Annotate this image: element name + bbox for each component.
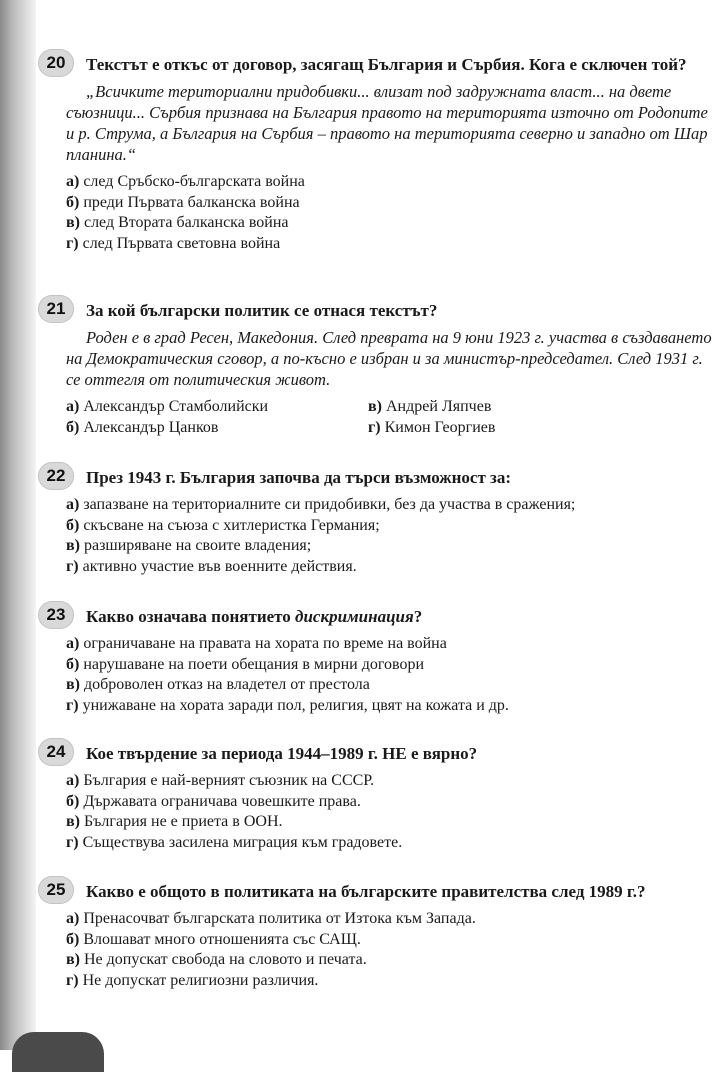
option-v[interactable]: [368, 397, 668, 418]
source-quote: „Всичките териториални придобивки... влизат под задружната власт... на двете съюзници... Сърбия признава на България правото на територията източно от Родопите и р. Струма, а България на Сърбия – правото на територията северно и западно от Шар планина.“: [66, 82, 708, 164]
option-letter: г): [66, 696, 79, 714]
option-text: нарушаване на поети обещания в мирни договори: [83, 655, 425, 673]
question-text: Текстът е откъс от договор, засягащ България и Сърбия. Кога е сключен той?: [86, 55, 687, 74]
option-text: Пренасочват българската политика от Изтока към Запада.: [83, 910, 476, 927]
question-text: Какво е общото в политиката на българските правителства след 1989 г.?: [86, 882, 646, 901]
question-number-badge: 22: [38, 462, 74, 490]
question-heading: [38, 54, 718, 75]
option-text: Не допускат религиозни различия.: [82, 971, 319, 989]
option-b[interactable]: [66, 418, 368, 439]
option-v[interactable]: [66, 675, 718, 696]
option-text: Александър Стамболийски: [83, 398, 269, 415]
option-text: Кимон Георгиев: [384, 418, 496, 436]
option-text: запазване на териториалните си придобивки, без да участва в сражения;: [83, 496, 576, 513]
option-letter: б): [66, 516, 80, 534]
option-a[interactable]: [66, 172, 718, 193]
option-letter: б): [66, 193, 80, 211]
option-a[interactable]: [66, 634, 718, 655]
option-letter: а): [66, 910, 80, 927]
answer-options: [38, 397, 718, 438]
question-25: [38, 881, 718, 991]
option-letter: в): [66, 214, 80, 231]
option-letter: г): [66, 234, 79, 252]
option-letter: в): [66, 676, 80, 693]
option-b[interactable]: [66, 792, 718, 813]
question-number-badge: 25: [38, 876, 74, 904]
option-letter: а): [66, 173, 80, 190]
option-text: активно участие във военните действия.: [82, 557, 357, 575]
option-g[interactable]: [66, 833, 718, 854]
option-text: Съществува засилена миграция към градовете.: [82, 833, 403, 851]
option-letter: в): [66, 537, 80, 554]
question-number-badge: 21: [38, 295, 74, 323]
option-text: Държавата ограничава човешките права.: [83, 792, 361, 810]
option-letter: а): [66, 398, 80, 415]
option-text: България е най-верният съюзник на СССР.: [83, 772, 375, 789]
option-letter: г): [368, 418, 381, 436]
option-letter: г): [66, 557, 79, 575]
option-g[interactable]: [66, 557, 718, 578]
option-letter: в): [66, 951, 80, 968]
question-number-badge: 20: [38, 49, 74, 77]
option-g[interactable]: [368, 418, 668, 439]
option-letter: а): [66, 496, 80, 513]
answer-options: [38, 172, 718, 254]
option-text: преди Първата балканска война: [83, 193, 300, 211]
question-term: дискриминация: [295, 607, 414, 626]
answer-options: [38, 771, 718, 853]
option-letter: г): [66, 833, 79, 851]
source-quote: Роден е в град Ресен, Македония. След преврата на 9 юни 1923 г. участва в създаването на Демократическия сговор, а по-късно е избран и за министър-председател. След 1931 г. се оттегля от политическия живот.: [66, 328, 712, 389]
option-v[interactable]: [66, 536, 718, 557]
option-text: след Втората балканска война: [83, 214, 289, 231]
option-text: след Сръбско-българската война: [83, 173, 305, 190]
question-text: През 1943 г. България започва да търси възможност за:: [86, 468, 512, 487]
option-letter: а): [66, 772, 80, 789]
question-heading: [38, 881, 718, 902]
option-g[interactable]: [66, 696, 718, 717]
question-text: [86, 606, 718, 627]
option-text: скъсване на съюза с хитлеристка Германия;: [83, 516, 380, 534]
option-letter: б): [66, 930, 80, 948]
question-21: [38, 300, 718, 438]
question-number-badge: 24: [38, 738, 74, 766]
option-letter: б): [66, 792, 80, 810]
option-g[interactable]: [66, 234, 718, 255]
question-text: Кое твърдение за периода 1944–1989 г. НЕ е вярно?: [86, 744, 478, 763]
question-text-start: Какво означава понятието: [86, 607, 296, 626]
option-text: България не е приета в ООН.: [83, 813, 283, 830]
option-letter: в): [66, 813, 80, 830]
question-24: [38, 743, 718, 853]
page-corner-tab: [12, 1032, 104, 1072]
option-text: разширяване на своите владения;: [83, 537, 312, 554]
answer-options: [38, 634, 718, 716]
question-23: [38, 606, 718, 716]
question-heading: [38, 467, 718, 488]
option-letter: в): [368, 398, 382, 415]
option-text: Не допускат свобода на словото и печата.: [83, 951, 367, 968]
question-heading: [38, 300, 718, 321]
page-spine-shadow: [0, 0, 36, 1050]
option-v[interactable]: [66, 812, 718, 833]
option-b[interactable]: [66, 193, 718, 214]
question-heading: [38, 606, 718, 627]
answer-options: [38, 909, 718, 991]
option-letter: а): [66, 635, 80, 652]
option-g[interactable]: [66, 971, 718, 992]
option-a[interactable]: [66, 909, 718, 930]
option-text: Влошават много отношенията със САЩ.: [83, 930, 361, 948]
option-text: Андрей Ляпчев: [385, 398, 492, 415]
question-heading: [38, 743, 718, 764]
option-text: Александър Цанков: [83, 418, 219, 436]
option-text: унижаване на хората заради пол, религия, цвят на кожата и др.: [82, 696, 509, 714]
option-b[interactable]: [66, 516, 718, 537]
option-text: след Първата световна война: [82, 234, 281, 252]
question-text-end: ?: [413, 607, 423, 626]
question-20: [38, 54, 718, 254]
option-v[interactable]: [66, 213, 718, 234]
answer-options: [38, 495, 718, 577]
option-text: доброволен отказ на владетел от престола: [83, 676, 370, 693]
option-text: ограничаване на правата на хората по време на война: [83, 635, 447, 652]
option-letter: б): [66, 418, 80, 436]
option-letter: б): [66, 655, 80, 673]
question-text: За кой български политик се отнася текстът?: [86, 301, 438, 320]
option-b[interactable]: [66, 655, 718, 676]
question-22: [38, 467, 718, 577]
option-a[interactable]: [66, 397, 368, 418]
option-a[interactable]: [66, 771, 718, 792]
option-b[interactable]: [66, 930, 718, 951]
option-letter: г): [66, 971, 79, 989]
question-number-badge: 23: [38, 601, 74, 629]
option-v[interactable]: [66, 950, 718, 971]
option-a[interactable]: [66, 495, 718, 516]
